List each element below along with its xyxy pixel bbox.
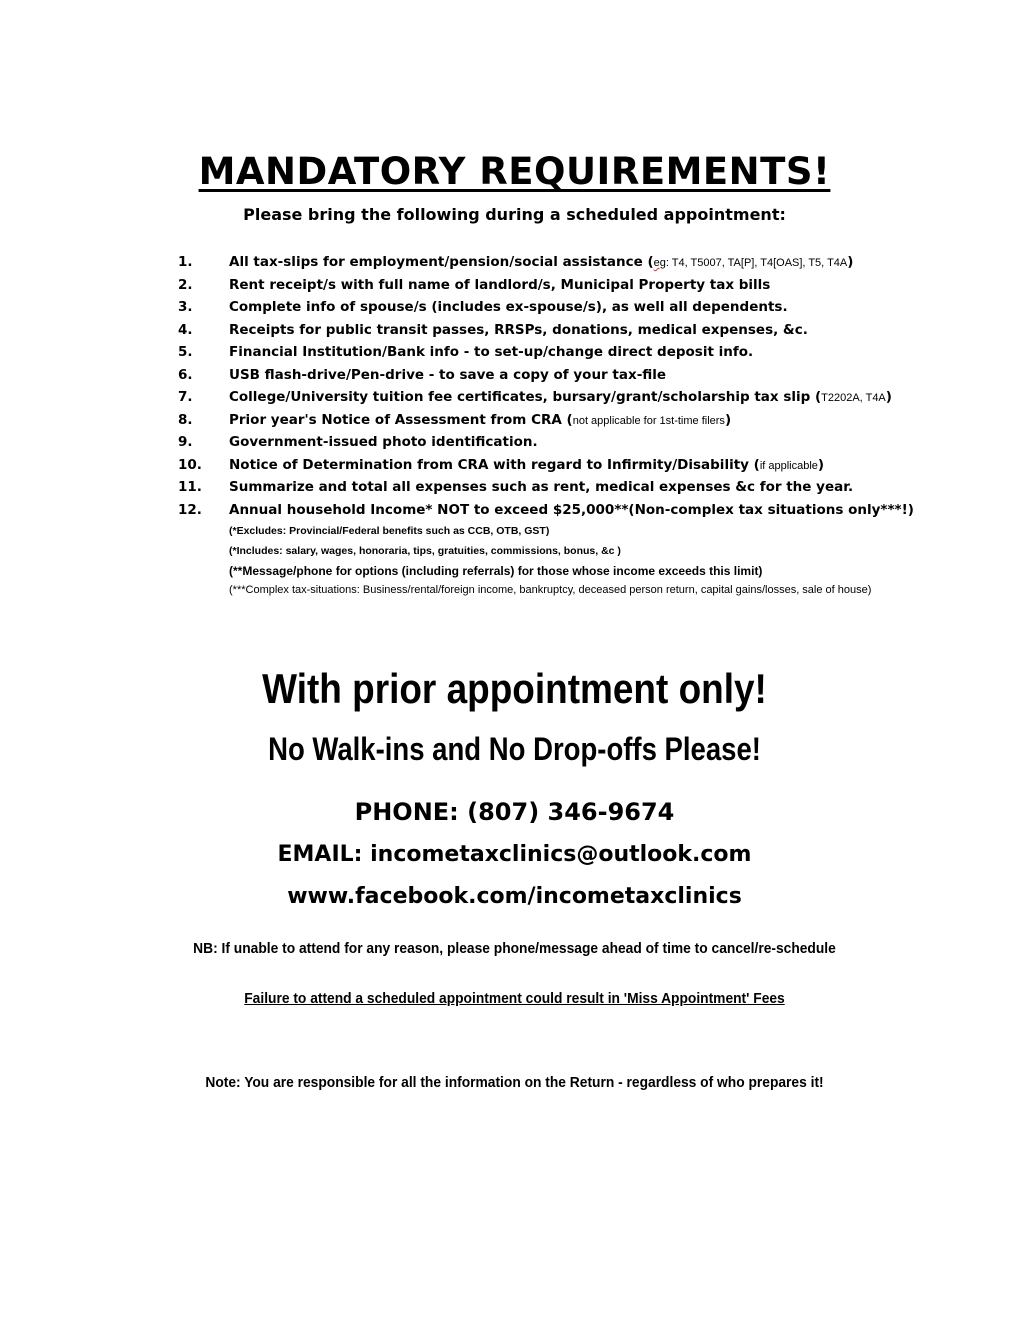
- item-number: 11.: [178, 479, 202, 495]
- item-number: 2.: [178, 276, 193, 293]
- item-text: Annual household Income* NOT to exceed $25,000**(Non-complex tax situations only***!): [229, 501, 914, 518]
- nb-note: NB: If unable to attend for any reason, please phone/message ahead of time to cancel/re-schedule: [193, 940, 836, 957]
- phone-line: PHONE: (807) 346-9674: [354, 798, 675, 826]
- item-text: Government-issued photo identification.: [229, 434, 538, 450]
- no-walkins-heading: No Walk-ins and No Drop-offs Please!: [268, 731, 761, 767]
- note-excludes: (*Excludes: Provincial/Federal benefits such as CCB, OTB, GST): [229, 525, 550, 537]
- list-item: [0, 322, 1029, 344]
- list-item: [0, 389, 1029, 411]
- item-number: 3.: [178, 299, 193, 315]
- item-text: Complete info of spouse/s (includes ex-spouse/s), as well all dependents.: [229, 299, 788, 315]
- appointment-heading: With prior appointment only!: [262, 665, 767, 712]
- item-text: College/University tuition fee certificates, bursary/grant/scholarship tax slip (T2202A, T4A): [229, 389, 892, 405]
- failure-note: Failure to attend a scheduled appointment could result in 'Miss Appointment' Fees: [244, 990, 785, 1007]
- item-number: 1.: [178, 254, 193, 270]
- item-text: Prior year's Notice of Assessment from CRA (not applicable for 1st-time filers): [229, 411, 732, 428]
- list-item: [0, 502, 1029, 524]
- list-item: [0, 412, 1029, 434]
- list-item: [0, 299, 1029, 321]
- item-number: 8.: [178, 411, 193, 428]
- item-number: 6.: [178, 366, 193, 383]
- list-item: [0, 367, 1029, 389]
- list-item: [0, 344, 1029, 366]
- item-number: 5.: [178, 344, 193, 360]
- item-text: Financial Institution/Bank info - to set-up/change direct deposit info.: [229, 344, 754, 360]
- item-number: 12.: [178, 501, 202, 518]
- item-number: 4.: [178, 321, 193, 338]
- item-number: 9.: [178, 434, 193, 450]
- note-includes: (*Includes: salary, wages, honoraria, tips, gratuities, commissions, bonus, &c ): [229, 545, 621, 557]
- list-item: [0, 479, 1029, 501]
- item-number: 7.: [178, 389, 193, 405]
- responsibility-note: Note: You are responsible for all the information on the Return - regardless of who prepares it!: [205, 1074, 824, 1091]
- item-text: Notice of Determination from CRA with regard to Infirmity/Disability (if applicable): [229, 456, 825, 473]
- list-item: [0, 457, 1029, 479]
- email-line: EMAIL: incometaxclinics@outlook.com: [277, 842, 752, 867]
- item-number: 10.: [178, 456, 202, 473]
- item-text: All tax-slips for employment/pension/social assistance (eg: T4, T5007, TA[P], T4[OAS], T5, T4A): [229, 254, 854, 270]
- item-text: Rent receipt/s with full name of landlord/s, Municipal Property tax bills: [229, 276, 771, 293]
- page-subtitle: Please bring the following during a scheduled appointment:: [243, 205, 786, 224]
- item-text: Receipts for public transit passes, RRSPs, donations, medical expenses, &c.: [229, 321, 808, 338]
- item-text: USB flash-drive/Pen-drive - to save a copy of your tax-file: [229, 366, 667, 383]
- item-text: Summarize and total all expenses such as rent, medical expenses &c for the year.: [229, 479, 854, 495]
- list-item: [0, 277, 1029, 299]
- note-complex: (***Complex tax-situations: Business/rental/foreign income, bankruptcy, deceased person return, capital gains/losses, sale of house): [229, 584, 872, 596]
- facebook-url: www.facebook.com/incometaxclinics: [287, 884, 742, 909]
- eg-abbrev: eg: [653, 257, 666, 269]
- note-message: (**Message/phone for options (including referrals) for those whose income exceeds this limit): [229, 564, 763, 578]
- page-title: MANDATORY REQUIREMENTS!: [198, 150, 831, 193]
- list-item: [0, 434, 1029, 456]
- list-item: [0, 254, 1029, 276]
